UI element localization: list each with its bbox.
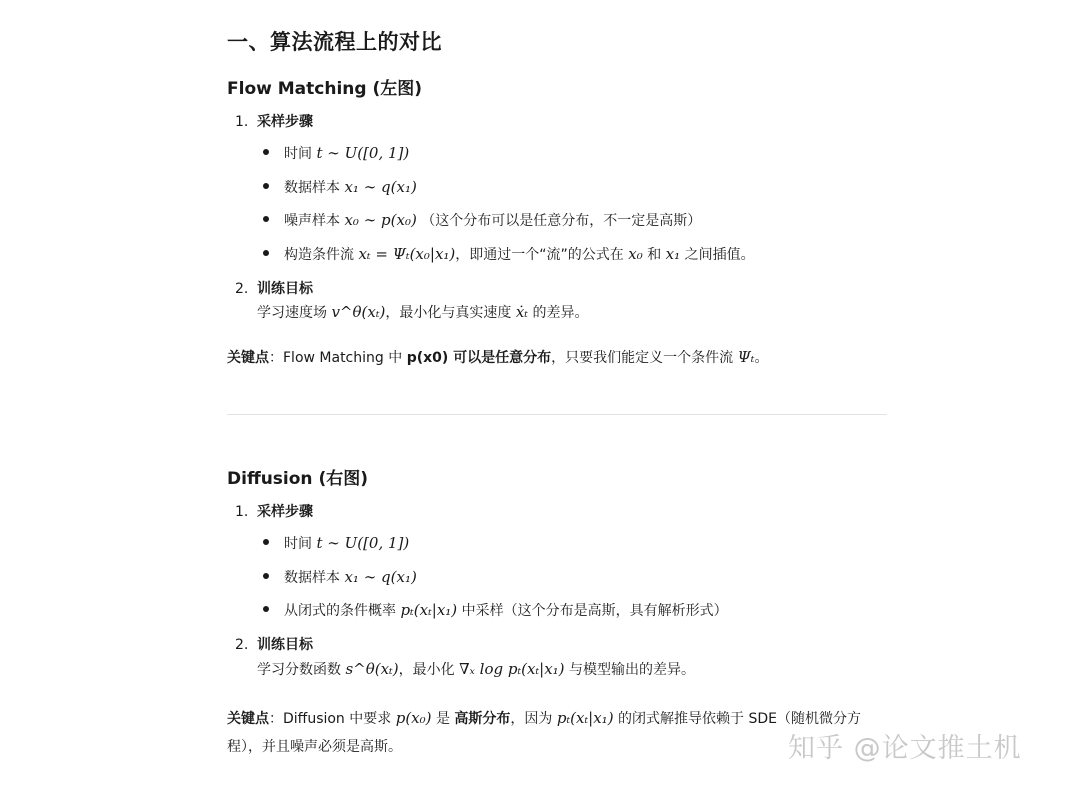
flow-step2 [235,278,313,298]
flow-bullet-data [263,177,417,197]
diff-train-objective [257,659,695,679]
flow-b4-and: 和 [647,247,662,263]
bullet-dot [263,539,269,545]
diff-b3-math: pₜ(xₜ|x₁) [400,601,458,619]
flow-train-math2: ẋₜ [515,303,529,321]
diff-train-end: 与模型输出的差异。 [569,662,695,678]
diffusion-heading: Diffusion (右图) [227,469,368,489]
diff-b2-label: 数据样本 [284,570,340,586]
flow-train-mid: ，最小化与真实速度 [385,305,512,321]
diff-step1 [235,501,313,521]
flow-b2-label: 数据样本 [284,180,340,196]
flow-b4-x0: x₀ [628,245,643,263]
bullet-dot [263,216,269,222]
diff-train-mid: ，最小化 [398,662,455,678]
flow-b4-mid: ，即通过一个“流”的公式在 [455,247,624,263]
diff-step2 [235,634,313,654]
watermark: 知乎 @论文推土机 [788,733,1022,764]
diff-b3-label: 从闭式的条件概率 [284,603,396,619]
flow-key-math: Ψₜ [737,348,755,366]
flow-key-bold: p(x0) 可以是任意分布 [406,350,552,366]
flow-step1 [235,111,313,131]
flow-b3-math: x₀ ∼ p(x₀) [344,211,417,229]
section-divider [227,414,887,415]
diff-bullet-time [263,533,409,553]
flow-b3-label: 噪声样本 [284,213,340,229]
flow-step1-title: 采样步骤 [257,114,313,130]
flow-train-objective [257,302,588,322]
flow-b4-end: 之间插值。 [684,247,755,263]
diff-bullet-data [263,567,417,587]
flow-key-end: 。 [754,350,769,366]
flow-b2-math: x₁ ∼ q(x₁) [344,178,417,196]
bullet-dot [263,149,269,155]
flow-b1-math: t ∼ U([0, 1]) [316,144,410,162]
diff-key-text1: ：Diffusion 中要求 [269,711,392,727]
flow-b4-math: xₜ = Ψₜ(x₀|x₁) [358,245,456,263]
flow-b3-note: （这个分布可以是任意分布，不一定是高斯） [421,213,702,229]
diff-key-math2: pₜ(xₜ|x₁) [556,709,614,727]
flow-step2-title: 训练目标 [257,281,313,297]
bullet-dot [263,183,269,189]
flow-b1-label: 时间 [284,146,312,162]
flow-train-end: 的差异。 [532,305,589,321]
flow-key-label: 关键点 [227,350,269,366]
diff-key-text3: ，因为 [510,711,553,727]
section-title: 一、算法流程上的对比 [227,30,442,54]
diff-train-pre: 学习分数函数 [257,662,341,678]
flow-b4-x1: x₁ [665,245,681,263]
diff-b1-label: 时间 [284,536,312,552]
flow-matching-heading: Flow Matching (左图) [227,79,422,99]
diff-key-text4: 的闭式解推导依赖于 SDE（随机微分方程），并且噪声必须是高斯。 [227,711,861,755]
flow-bullet-cond-flow [263,244,755,264]
flow-key-point [227,347,768,367]
flow-b4-label: 构造条件流 [284,247,354,263]
diff-step1-title: 采样步骤 [257,504,313,520]
diff-step2-num: 2. [235,637,249,653]
flow-key-text2: ，只要我们能定义一个条件流 [551,350,734,366]
diff-key-label: 关键点 [227,711,269,727]
flow-key-text1: ：Flow Matching 中 [269,350,403,366]
diff-step1-num: 1. [235,504,249,520]
bullet-dot [263,606,269,612]
diff-train-math1: s^θ(xₜ) [345,660,399,678]
diff-key-bold: 高斯分布 [454,711,511,727]
bullet-dot [263,573,269,579]
diff-b3-note: 中采样（这个分布是高斯，具有解析形式） [461,603,728,619]
flow-train-pre: 学习速度场 [257,305,327,321]
flow-bullet-noise [263,210,701,230]
diff-step2-title: 训练目标 [257,637,313,653]
flow-bullet-time [263,143,409,163]
diff-bullet-sample [263,600,728,620]
flow-train-math1: v^θ(xₜ) [331,303,386,321]
flow-step1-num: 1. [235,114,249,130]
diff-train-math2: ∇ₓ log pₜ(xₜ|x₁) [459,660,565,678]
flow-step2-num: 2. [235,281,249,297]
diff-b1-math: t ∼ U([0, 1]) [316,534,410,552]
bullet-dot [263,250,269,256]
diff-b2-math: x₁ ∼ q(x₁) [344,568,417,586]
diff-key-math1: p(x₀) [395,709,432,727]
diff-key-text2: 是 [435,711,450,727]
